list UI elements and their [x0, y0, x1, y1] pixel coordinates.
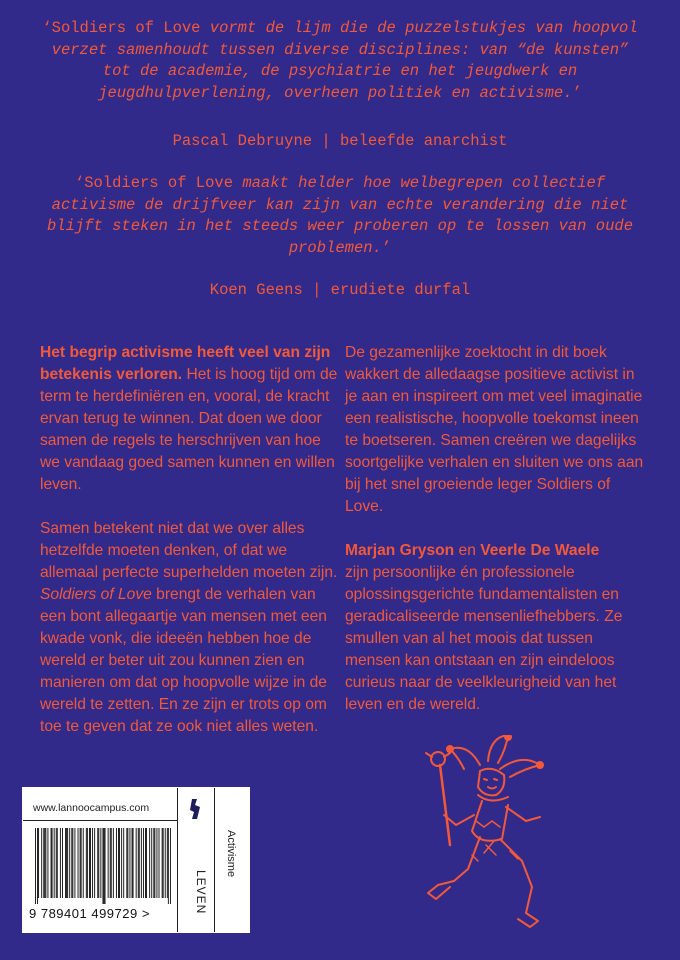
barcode-bar [151, 828, 152, 898]
barcode-bar [143, 828, 144, 898]
barcode-bar [116, 828, 117, 898]
barcode-bar [71, 828, 72, 898]
barcode-bar [69, 828, 70, 898]
barcode-bar [89, 828, 90, 898]
barcode-bar [54, 828, 55, 898]
barcode-bar [43, 828, 44, 898]
barcode-bar [67, 828, 68, 898]
para2-b: brengt de verhalen van een bont allegaartje van mensen met een kwade vonk, die ideeën hebben hoe de wereld er beter uit zou kunnen zien en manieren om dat op hoopvolle wijze in de wereld te zetten. En ze zijn er trots op om toe te geven dat ze ook niet alles weten. [40, 586, 327, 735]
authors-and: en [454, 542, 481, 559]
barcode-bar [60, 828, 61, 898]
intro-text: Het is hoog tijd om de term te herdefiniëren en, vooral, de kracht ervan terug te winnen. Dat doen we door samen de regels te herschrijven van hoe we vandaag goed samen kunnen en willen leven. [40, 366, 338, 493]
barcode-bar [111, 828, 112, 898]
barcode-bar [66, 828, 67, 898]
barcode-bar [138, 828, 139, 898]
barcode-area [23, 788, 178, 932]
barcode-bar [127, 828, 128, 898]
quote-2 [40, 173, 640, 259]
barcode-bar [118, 828, 119, 898]
barcode-bar [146, 828, 147, 898]
barcode-bar [78, 828, 79, 898]
left-column [40, 342, 340, 760]
barcode-bar [162, 828, 163, 898]
author-bio: zijn persoonlijke én professionele oplossingsgerichte fundamentalisten en geradicaliseerde mensenliefhebbers. Ze smullen van al het moois dat tussen mensen kan ontstaan en zijn eindeloos curieus naar de veelkleurigheid van het leven en de wereld. [345, 564, 623, 713]
barcode-bar [47, 828, 48, 898]
right-paragraph-2 [345, 540, 645, 716]
barcode-bar [38, 828, 39, 898]
publisher-logo-icon [189, 798, 203, 820]
barcode-bar [113, 828, 114, 898]
barcode-bar [102, 828, 103, 904]
barcode-bar [170, 828, 171, 904]
barcode-bar [86, 828, 87, 898]
barcode-bar [139, 828, 140, 898]
category-label: Activisme [225, 830, 237, 878]
barcode-bar [149, 828, 150, 898]
barcode-bar [65, 828, 66, 898]
barcode-bar [51, 828, 52, 898]
barcode-panel [22, 787, 250, 933]
barcode-bar [80, 828, 81, 898]
barcode-bar [154, 828, 155, 898]
barcode-bar [119, 828, 120, 898]
barcode-bar [92, 828, 93, 898]
quote-segment: ’ [381, 238, 392, 257]
barcode-bar [141, 828, 142, 898]
isbn-number: 9 789401 499729 > [29, 906, 150, 921]
barcode-bar [133, 828, 134, 898]
barcode-bar [165, 828, 166, 898]
barcode-bar [156, 828, 157, 898]
barcode-bar [37, 828, 38, 904]
quote-segment: ’ [572, 83, 582, 102]
quote-segment: ‘Soldiers of Love [74, 174, 243, 192]
barcode-bar [81, 828, 82, 898]
barcode-bar [94, 828, 95, 898]
barcode-bar [52, 828, 53, 898]
barcode-bar [104, 828, 105, 904]
barcode-bar [35, 828, 36, 904]
barcode-bar [44, 828, 45, 898]
publisher-url: www.lannoocampus.com [33, 802, 150, 814]
author-2: Veerle De Waele [480, 542, 600, 559]
barcode-bar [41, 828, 42, 898]
barcode-bar [90, 828, 91, 898]
quote-1 [40, 18, 640, 104]
barcode-bar [159, 828, 160, 898]
right-column [345, 342, 645, 738]
barcode-bar [136, 828, 137, 898]
intro-bold: Het begrip activisme heeft veel van zijn betekenis verloren. [40, 344, 331, 383]
divider [23, 820, 178, 821]
barcode-bar [121, 828, 122, 898]
barcode-bar [126, 828, 127, 898]
barcode-bar [153, 828, 154, 898]
barcode-bar [97, 828, 98, 898]
barcode-bar [83, 828, 84, 898]
barcode-bar [163, 828, 164, 898]
barcode-bar [87, 828, 88, 898]
barcode-bar [72, 828, 73, 898]
left-paragraph-2 [40, 518, 340, 738]
barcode-bar [108, 828, 109, 898]
barcode-bar [167, 828, 168, 898]
barcode-icon [35, 828, 171, 904]
para2-a: Samen betekent niet dat we over alles hetzelfde moeten denken, of dat we allemaal perfecte superhelden moeten zijn. [40, 520, 338, 581]
series-label: LEVEN [194, 870, 208, 915]
barcode-bar [45, 828, 46, 898]
quote-2-author: Koen Geens | erudiete durfal [209, 281, 471, 299]
barcode-bar [57, 828, 58, 898]
barcode-bar [98, 828, 99, 898]
left-paragraph-1 [40, 342, 340, 496]
barcode-bar [168, 828, 169, 904]
barcode-bar [105, 828, 106, 904]
barcode-bar [100, 828, 101, 898]
barcode-bar [132, 828, 133, 898]
quote-segment: maakt helder hoe welbegrepen collectief activisme de drijfveer kan zijn van echte verandering die niet blijft steken in het steeds weer proberen op te lossen van oude problemen. [47, 174, 633, 257]
quote-1-author: Pascal Debruyne | beleefde anarchist [172, 132, 508, 150]
book-title: Soldiers of Love [40, 586, 152, 603]
barcode-bar [74, 828, 75, 898]
barcode-bar [145, 828, 146, 898]
barcode-bar [129, 828, 130, 898]
quote-segment: ‘Soldiers of Love [42, 19, 210, 37]
barcode-bar [56, 828, 57, 898]
barcode-bar [62, 828, 63, 898]
barcode-bar [110, 828, 111, 898]
author-1: Marjan Gryson [345, 542, 455, 559]
right-paragraph-1: De gezamenlijke zoektocht in dit boek wakkert de alledaagse positieve activist in je aan en inspireert om met veel imaginatie een realistische, hoopvolle toekomst ineen te boetseren. Samen creëren we dagelijks soortgelijke verhalen en sluiten we ons aan bij het snel groeiende leger Soldiers of Love. [345, 344, 644, 515]
jester-illustration-icon [410, 735, 580, 940]
quote-segment: vormt de lijm die de puzzelstukjes van hoopvol verzet samenhoudt tussen diverse disciplines: van “de kunsten” tot de academie, de psychiatrie en het jeugdwerk en jeugdhulpverlening, overheen politiek en activisme. [51, 19, 638, 102]
series-strip [178, 788, 215, 932]
barcode-bar [123, 828, 124, 898]
